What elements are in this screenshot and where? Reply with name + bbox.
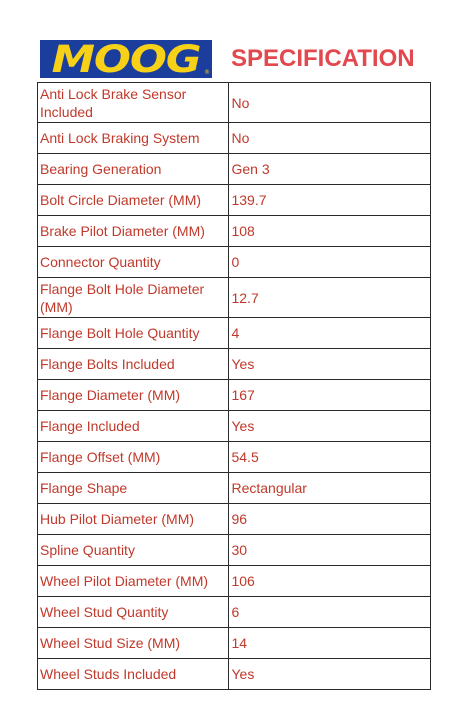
spec-label: Flange Offset (MM)	[38, 442, 229, 473]
spec-label: Wheel Stud Size (MM)	[38, 628, 229, 659]
spec-label: Anti Lock Braking System	[38, 123, 229, 154]
spec-value: 108	[229, 216, 431, 247]
registered-mark: ®	[204, 69, 210, 76]
table-row	[38, 185, 431, 216]
table-row	[38, 628, 431, 659]
spec-label: Anti Lock Brake Sensor Included	[38, 83, 229, 123]
table-row	[38, 247, 431, 278]
spec-label: Hub Pilot Diameter (MM)	[38, 504, 229, 535]
table-row	[38, 566, 431, 597]
spec-value: 12.7	[229, 278, 431, 318]
table-row	[38, 83, 431, 123]
spec-value: Yes	[229, 411, 431, 442]
specification-table-body	[38, 83, 431, 690]
specification-table	[37, 82, 431, 690]
spec-header	[38, 38, 431, 80]
table-row	[38, 154, 431, 185]
spec-value: Rectangular	[229, 473, 431, 504]
spec-value: 6	[229, 597, 431, 628]
spec-label: Flange Bolt Hole Diameter (MM)	[38, 278, 229, 318]
table-row	[38, 380, 431, 411]
table-row	[38, 535, 431, 566]
table-row	[38, 597, 431, 628]
table-row	[38, 123, 431, 154]
table-row	[38, 442, 431, 473]
table-row	[38, 504, 431, 535]
spec-label: Wheel Studs Included	[38, 659, 229, 690]
spec-value: 167	[229, 380, 431, 411]
table-row	[38, 659, 431, 690]
spec-label: Connector Quantity	[38, 247, 229, 278]
spec-value: 30	[229, 535, 431, 566]
spec-label: Flange Bolt Hole Quantity	[38, 318, 229, 349]
spec-value: 0	[229, 247, 431, 278]
spec-label: Flange Included	[38, 411, 229, 442]
spec-value: 139.7	[229, 185, 431, 216]
table-row	[38, 473, 431, 504]
spec-value: 96	[229, 504, 431, 535]
table-row	[38, 216, 431, 247]
spec-value: No	[229, 83, 431, 123]
spec-value: Yes	[229, 659, 431, 690]
spec-value: 14	[229, 628, 431, 659]
spec-value: Yes	[229, 349, 431, 380]
spec-label: Bearing Generation	[38, 154, 229, 185]
page-title: SPECIFICATION	[231, 45, 415, 72]
spec-value: 54.5	[229, 442, 431, 473]
table-row	[38, 349, 431, 380]
table-row	[38, 411, 431, 442]
spec-label: Spline Quantity	[38, 535, 229, 566]
table-row	[38, 278, 431, 318]
spec-value: No	[229, 123, 431, 154]
spec-label: Brake Pilot Diameter (MM)	[38, 216, 229, 247]
moog-logo	[40, 37, 212, 81]
logo-text: MOOG	[51, 37, 201, 81]
spec-value: Gen 3	[229, 154, 431, 185]
spec-label: Bolt Circle Diameter (MM)	[38, 185, 229, 216]
spec-value: 106	[229, 566, 431, 597]
spec-label: Wheel Stud Quantity	[38, 597, 229, 628]
spec-label: Flange Diameter (MM)	[38, 380, 229, 411]
spec-value: 4	[229, 318, 431, 349]
spec-label: Wheel Pilot Diameter (MM)	[38, 566, 229, 597]
spec-label: Flange Bolts Included	[38, 349, 229, 380]
spec-label: Flange Shape	[38, 473, 229, 504]
table-row	[38, 318, 431, 349]
